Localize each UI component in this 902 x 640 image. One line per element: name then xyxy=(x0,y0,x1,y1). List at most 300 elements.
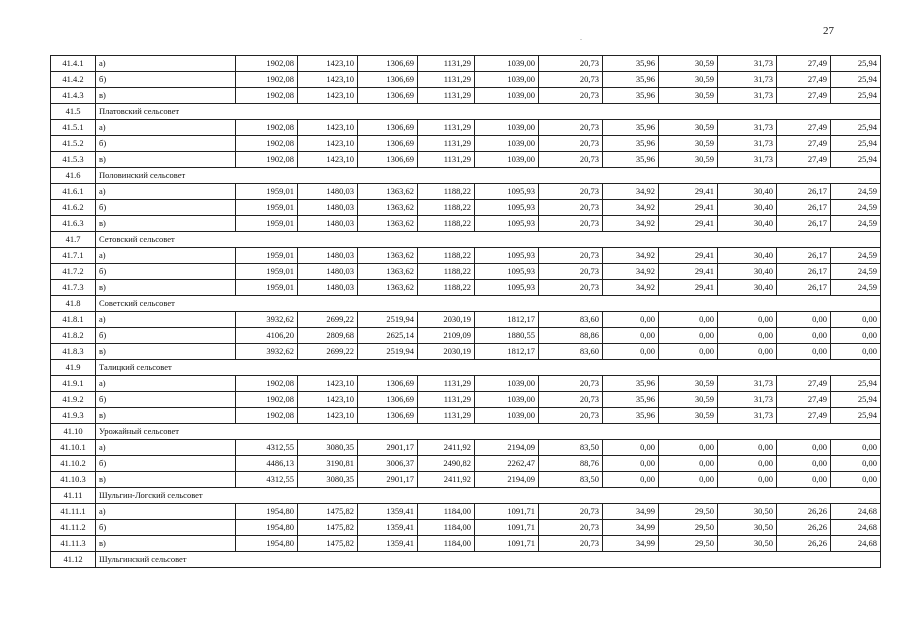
row-index: 41.5 xyxy=(51,104,96,120)
row-index: 41.4.1 xyxy=(51,56,96,72)
value-cell: 1480,03 xyxy=(298,248,358,264)
value-cell: 31,73 xyxy=(718,56,777,72)
value-cell: 1039,00 xyxy=(475,136,539,152)
value-cell: 29,41 xyxy=(659,184,718,200)
value-cell: 1091,71 xyxy=(475,520,539,536)
value-cell: 0,00 xyxy=(718,328,777,344)
value-cell: 27,49 xyxy=(777,72,831,88)
value-cell: 26,26 xyxy=(777,504,831,520)
table-row xyxy=(51,136,881,152)
value-cell: 30,59 xyxy=(659,408,718,424)
value-cell: 0,00 xyxy=(831,440,881,456)
value-cell: 29,41 xyxy=(659,264,718,280)
value-cell: 20,73 xyxy=(539,72,603,88)
value-cell: 1039,00 xyxy=(475,376,539,392)
value-cell: 2625,14 xyxy=(358,328,418,344)
row-index: 41.8.2 xyxy=(51,328,96,344)
row-index: 41.9 xyxy=(51,360,96,376)
row-index: 41.11.3 xyxy=(51,536,96,552)
value-cell: 20,73 xyxy=(539,216,603,232)
value-cell: 20,73 xyxy=(539,392,603,408)
value-cell: 83,50 xyxy=(539,440,603,456)
value-cell: 30,40 xyxy=(718,248,777,264)
section-row xyxy=(51,168,881,184)
value-cell: 0,00 xyxy=(831,344,881,360)
value-cell: 35,96 xyxy=(603,408,659,424)
value-cell: 1902,08 xyxy=(236,88,298,104)
table-row xyxy=(51,88,881,104)
value-cell: 0,00 xyxy=(831,472,881,488)
value-cell: 24,68 xyxy=(831,520,881,536)
value-cell: 1131,29 xyxy=(418,120,475,136)
value-cell: 35,96 xyxy=(603,376,659,392)
section-title: Шульгин-Логский сельсовет xyxy=(96,488,881,504)
row-index: 41.7 xyxy=(51,232,96,248)
value-cell: 1880,55 xyxy=(475,328,539,344)
value-cell: 20,73 xyxy=(539,264,603,280)
value-cell: 1306,69 xyxy=(358,56,418,72)
row-index: 41.5.1 xyxy=(51,120,96,136)
section-title: Сетовский сельсовет xyxy=(96,232,881,248)
value-cell: 30,59 xyxy=(659,392,718,408)
value-cell: 1306,69 xyxy=(358,408,418,424)
table-row xyxy=(51,536,881,552)
value-cell: 0,00 xyxy=(777,472,831,488)
row-variant: а) xyxy=(96,440,236,456)
value-cell: 88,76 xyxy=(539,456,603,472)
value-cell: 27,49 xyxy=(777,88,831,104)
value-cell: 20,73 xyxy=(539,120,603,136)
row-variant: б) xyxy=(96,136,236,152)
value-cell: 1954,80 xyxy=(236,504,298,520)
value-cell: 26,26 xyxy=(777,520,831,536)
value-cell: 35,96 xyxy=(603,72,659,88)
value-cell: 34,92 xyxy=(603,264,659,280)
value-cell: 1423,10 xyxy=(298,88,358,104)
row-index: 41.12 xyxy=(51,552,96,568)
row-variant: в) xyxy=(96,536,236,552)
value-cell: 1480,03 xyxy=(298,200,358,216)
value-cell: 20,73 xyxy=(539,152,603,168)
value-cell: 30,50 xyxy=(718,504,777,520)
value-cell: 4312,55 xyxy=(236,440,298,456)
value-cell: 1423,10 xyxy=(298,408,358,424)
value-cell: 0,00 xyxy=(777,312,831,328)
value-cell: 1812,17 xyxy=(475,312,539,328)
value-cell: 35,96 xyxy=(603,152,659,168)
value-cell: 20,73 xyxy=(539,280,603,296)
value-cell: 25,94 xyxy=(831,392,881,408)
value-cell: 0,00 xyxy=(603,328,659,344)
table-row xyxy=(51,152,881,168)
value-cell: 27,49 xyxy=(777,136,831,152)
value-cell: 1306,69 xyxy=(358,72,418,88)
value-cell: 1184,00 xyxy=(418,536,475,552)
value-cell: 20,73 xyxy=(539,88,603,104)
value-cell: 30,40 xyxy=(718,200,777,216)
value-cell: 2194,09 xyxy=(475,472,539,488)
value-cell: 1306,69 xyxy=(358,152,418,168)
value-cell: 3190,81 xyxy=(298,456,358,472)
value-cell: 1188,22 xyxy=(418,184,475,200)
value-cell: 20,73 xyxy=(539,536,603,552)
table-row xyxy=(51,456,881,472)
value-cell: 1363,62 xyxy=(358,216,418,232)
value-cell: 24,68 xyxy=(831,536,881,552)
value-cell: 0,00 xyxy=(603,312,659,328)
section-row xyxy=(51,552,881,568)
row-index: 41.6 xyxy=(51,168,96,184)
row-index: 41.6.2 xyxy=(51,200,96,216)
row-index: 41.10.1 xyxy=(51,440,96,456)
value-cell: 1959,01 xyxy=(236,200,298,216)
value-cell: 0,00 xyxy=(659,472,718,488)
value-cell: 27,49 xyxy=(777,120,831,136)
value-cell: 27,49 xyxy=(777,408,831,424)
page-number: 27 xyxy=(823,25,834,37)
value-cell: 1363,62 xyxy=(358,248,418,264)
value-cell: 0,00 xyxy=(831,328,881,344)
row-variant: а) xyxy=(96,56,236,72)
value-cell: 0,00 xyxy=(603,440,659,456)
table-row xyxy=(51,520,881,536)
row-index: 41.7.2 xyxy=(51,264,96,280)
value-cell: 24,59 xyxy=(831,200,881,216)
row-variant: в) xyxy=(96,472,236,488)
value-cell: 1423,10 xyxy=(298,136,358,152)
table-row xyxy=(51,312,881,328)
table-row xyxy=(51,280,881,296)
value-cell: 34,92 xyxy=(603,200,659,216)
value-cell: 34,92 xyxy=(603,216,659,232)
value-cell: 30,59 xyxy=(659,152,718,168)
value-cell: 0,00 xyxy=(718,472,777,488)
value-cell: 1363,62 xyxy=(358,200,418,216)
value-cell: 1363,62 xyxy=(358,184,418,200)
section-title: Советский сельсовет xyxy=(96,296,881,312)
value-cell: 1188,22 xyxy=(418,216,475,232)
row-variant: а) xyxy=(96,376,236,392)
value-cell: 3006,37 xyxy=(358,456,418,472)
value-cell: 2519,94 xyxy=(358,344,418,360)
section-row xyxy=(51,296,881,312)
value-cell: 29,41 xyxy=(659,200,718,216)
value-cell: 4486,13 xyxy=(236,456,298,472)
value-cell: 1131,29 xyxy=(418,56,475,72)
row-variant: а) xyxy=(96,312,236,328)
value-cell: 4106,20 xyxy=(236,328,298,344)
row-index: 41.11.1 xyxy=(51,504,96,520)
value-cell: 20,73 xyxy=(539,504,603,520)
row-variant: в) xyxy=(96,152,236,168)
value-cell: 31,73 xyxy=(718,376,777,392)
value-cell: 1423,10 xyxy=(298,56,358,72)
row-variant: б) xyxy=(96,328,236,344)
value-cell: 3080,35 xyxy=(298,440,358,456)
value-cell: 1902,08 xyxy=(236,56,298,72)
section-title: Половинский сельсовет xyxy=(96,168,881,184)
section-row xyxy=(51,232,881,248)
value-cell: 30,40 xyxy=(718,280,777,296)
value-cell: 24,59 xyxy=(831,248,881,264)
value-cell: 35,96 xyxy=(603,136,659,152)
section-title: Шульгинский сельсовет xyxy=(96,552,881,568)
value-cell: 31,73 xyxy=(718,392,777,408)
value-cell: 29,41 xyxy=(659,280,718,296)
value-cell: 1359,41 xyxy=(358,520,418,536)
table-row xyxy=(51,72,881,88)
row-index: 41.8.3 xyxy=(51,344,96,360)
value-cell: 1039,00 xyxy=(475,392,539,408)
value-cell: 30,50 xyxy=(718,520,777,536)
value-cell: 1188,22 xyxy=(418,248,475,264)
value-cell: 0,00 xyxy=(659,328,718,344)
row-index: 41.11 xyxy=(51,488,96,504)
value-cell: 2030,19 xyxy=(418,344,475,360)
value-cell: 1131,29 xyxy=(418,376,475,392)
row-index: 41.9.1 xyxy=(51,376,96,392)
value-cell: 25,94 xyxy=(831,376,881,392)
row-variant: в) xyxy=(96,344,236,360)
value-cell: 27,49 xyxy=(777,56,831,72)
value-cell: 29,50 xyxy=(659,520,718,536)
value-cell: 26,17 xyxy=(777,248,831,264)
value-cell: 31,73 xyxy=(718,72,777,88)
value-cell: 1812,17 xyxy=(475,344,539,360)
value-cell: 30,40 xyxy=(718,264,777,280)
row-variant: в) xyxy=(96,280,236,296)
value-cell: 1475,82 xyxy=(298,504,358,520)
value-cell: 1475,82 xyxy=(298,520,358,536)
value-cell: 2901,17 xyxy=(358,440,418,456)
value-cell: 0,00 xyxy=(831,456,881,472)
value-cell: 1039,00 xyxy=(475,120,539,136)
value-cell: 26,26 xyxy=(777,536,831,552)
value-cell: 27,49 xyxy=(777,392,831,408)
value-cell: 1423,10 xyxy=(298,376,358,392)
value-cell: 30,59 xyxy=(659,120,718,136)
value-cell: 1902,08 xyxy=(236,408,298,424)
table-row xyxy=(51,56,881,72)
value-cell: 20,73 xyxy=(539,200,603,216)
value-cell: 1902,08 xyxy=(236,120,298,136)
value-cell: 34,99 xyxy=(603,520,659,536)
row-variant: а) xyxy=(96,120,236,136)
row-variant: б) xyxy=(96,392,236,408)
value-cell: 29,41 xyxy=(659,216,718,232)
value-cell: 1039,00 xyxy=(475,152,539,168)
value-cell: 3932,62 xyxy=(236,312,298,328)
row-index: 41.6.1 xyxy=(51,184,96,200)
value-cell: 2809,68 xyxy=(298,328,358,344)
value-cell: 30,50 xyxy=(718,536,777,552)
table-row xyxy=(51,392,881,408)
section-row xyxy=(51,424,881,440)
value-cell: 35,96 xyxy=(603,120,659,136)
value-cell: 25,94 xyxy=(831,56,881,72)
value-cell: 0,00 xyxy=(777,344,831,360)
value-cell: 2519,94 xyxy=(358,312,418,328)
value-cell: 1959,01 xyxy=(236,264,298,280)
value-cell: 20,73 xyxy=(539,248,603,264)
value-cell: 0,00 xyxy=(718,456,777,472)
row-index: 41.8.1 xyxy=(51,312,96,328)
value-cell: 1131,29 xyxy=(418,152,475,168)
value-cell: 27,49 xyxy=(777,152,831,168)
value-cell: 1423,10 xyxy=(298,392,358,408)
value-cell: 0,00 xyxy=(831,312,881,328)
section-row xyxy=(51,360,881,376)
value-cell: 0,00 xyxy=(603,472,659,488)
value-cell: 83,60 xyxy=(539,312,603,328)
value-cell: 20,73 xyxy=(539,136,603,152)
value-cell: 20,73 xyxy=(539,376,603,392)
value-cell: 35,96 xyxy=(603,392,659,408)
section-title: Талицкий сельсовет xyxy=(96,360,881,376)
value-cell: 24,59 xyxy=(831,280,881,296)
value-cell: 2030,19 xyxy=(418,312,475,328)
value-cell: 1423,10 xyxy=(298,72,358,88)
table-row xyxy=(51,248,881,264)
value-cell: 2109,09 xyxy=(418,328,475,344)
value-cell: 20,73 xyxy=(539,408,603,424)
value-cell: 1039,00 xyxy=(475,408,539,424)
value-cell: 34,99 xyxy=(603,536,659,552)
value-cell: 1363,62 xyxy=(358,264,418,280)
value-cell: 35,96 xyxy=(603,88,659,104)
value-cell: 26,17 xyxy=(777,184,831,200)
value-cell: 1131,29 xyxy=(418,72,475,88)
value-cell: 25,94 xyxy=(831,152,881,168)
value-cell: 2194,09 xyxy=(475,440,539,456)
table-row xyxy=(51,200,881,216)
value-cell: 29,50 xyxy=(659,504,718,520)
value-cell: 1902,08 xyxy=(236,376,298,392)
value-cell: 1131,29 xyxy=(418,136,475,152)
row-index: 41.4.3 xyxy=(51,88,96,104)
row-variant: а) xyxy=(96,184,236,200)
value-cell: 27,49 xyxy=(777,376,831,392)
value-cell: 2901,17 xyxy=(358,472,418,488)
value-cell: 1091,71 xyxy=(475,504,539,520)
table-row xyxy=(51,120,881,136)
value-cell: 1359,41 xyxy=(358,536,418,552)
value-cell: 0,00 xyxy=(603,456,659,472)
value-cell: 35,96 xyxy=(603,56,659,72)
value-cell: 1423,10 xyxy=(298,152,358,168)
value-cell: 83,60 xyxy=(539,344,603,360)
table-row xyxy=(51,344,881,360)
value-cell: 26,17 xyxy=(777,216,831,232)
value-cell: 20,73 xyxy=(539,520,603,536)
value-cell: 30,40 xyxy=(718,216,777,232)
row-index: 41.10 xyxy=(51,424,96,440)
row-variant: б) xyxy=(96,264,236,280)
value-cell: 1902,08 xyxy=(236,72,298,88)
value-cell: 1480,03 xyxy=(298,216,358,232)
value-cell: 2490,82 xyxy=(418,456,475,472)
value-cell: 0,00 xyxy=(718,312,777,328)
value-cell: 1306,69 xyxy=(358,392,418,408)
value-cell: 30,59 xyxy=(659,56,718,72)
value-cell: 26,17 xyxy=(777,200,831,216)
value-cell: 1902,08 xyxy=(236,152,298,168)
value-cell: 1095,93 xyxy=(475,184,539,200)
section-row xyxy=(51,104,881,120)
row-index: 41.9.2 xyxy=(51,392,96,408)
value-cell: 31,73 xyxy=(718,136,777,152)
row-variant: б) xyxy=(96,200,236,216)
value-cell: 3932,62 xyxy=(236,344,298,360)
row-index: 41.4.2 xyxy=(51,72,96,88)
value-cell: 1095,93 xyxy=(475,248,539,264)
value-cell: 25,94 xyxy=(831,408,881,424)
row-variant: а) xyxy=(96,504,236,520)
table-row xyxy=(51,440,881,456)
value-cell: 34,92 xyxy=(603,184,659,200)
value-cell: 83,50 xyxy=(539,472,603,488)
value-cell: 1359,41 xyxy=(358,504,418,520)
value-cell: 1423,10 xyxy=(298,120,358,136)
value-cell: 2699,22 xyxy=(298,312,358,328)
value-cell: 1959,01 xyxy=(236,216,298,232)
value-cell: 1480,03 xyxy=(298,264,358,280)
row-variant: б) xyxy=(96,520,236,536)
section-row xyxy=(51,488,881,504)
value-cell: 31,73 xyxy=(718,88,777,104)
row-index: 41.10.2 xyxy=(51,456,96,472)
table-row xyxy=(51,184,881,200)
value-cell: 1188,22 xyxy=(418,280,475,296)
value-cell: 1363,62 xyxy=(358,280,418,296)
value-cell: 30,59 xyxy=(659,376,718,392)
table-row xyxy=(51,328,881,344)
section-title: Урожайный сельсовет xyxy=(96,424,881,440)
value-cell: 0,00 xyxy=(659,456,718,472)
value-cell: 0,00 xyxy=(718,440,777,456)
section-title: Платовский сельсовет xyxy=(96,104,881,120)
value-cell: 1131,29 xyxy=(418,88,475,104)
value-cell: 26,17 xyxy=(777,264,831,280)
row-index: 41.9.3 xyxy=(51,408,96,424)
row-index: 41.11.2 xyxy=(51,520,96,536)
value-cell: 30,40 xyxy=(718,184,777,200)
row-index: 41.7.1 xyxy=(51,248,96,264)
value-cell: 2411,92 xyxy=(418,440,475,456)
value-cell: 0,00 xyxy=(777,456,831,472)
value-cell: 0,00 xyxy=(777,328,831,344)
value-cell: 2699,22 xyxy=(298,344,358,360)
value-cell: 0,00 xyxy=(659,312,718,328)
value-cell: 34,92 xyxy=(603,280,659,296)
value-cell: 34,99 xyxy=(603,504,659,520)
value-cell: 29,41 xyxy=(659,248,718,264)
row-variant: а) xyxy=(96,248,236,264)
row-index: 41.10.3 xyxy=(51,472,96,488)
value-cell: 3080,35 xyxy=(298,472,358,488)
value-cell: 0,00 xyxy=(659,440,718,456)
value-cell: 1954,80 xyxy=(236,536,298,552)
value-cell: 26,17 xyxy=(777,280,831,296)
value-cell: 25,94 xyxy=(831,120,881,136)
row-index: 41.8 xyxy=(51,296,96,312)
page-mark: . xyxy=(580,33,582,42)
value-cell: 20,73 xyxy=(539,56,603,72)
row-index: 41.5.3 xyxy=(51,152,96,168)
value-cell: 1902,08 xyxy=(236,392,298,408)
value-cell: 1131,29 xyxy=(418,408,475,424)
value-cell: 0,00 xyxy=(777,440,831,456)
